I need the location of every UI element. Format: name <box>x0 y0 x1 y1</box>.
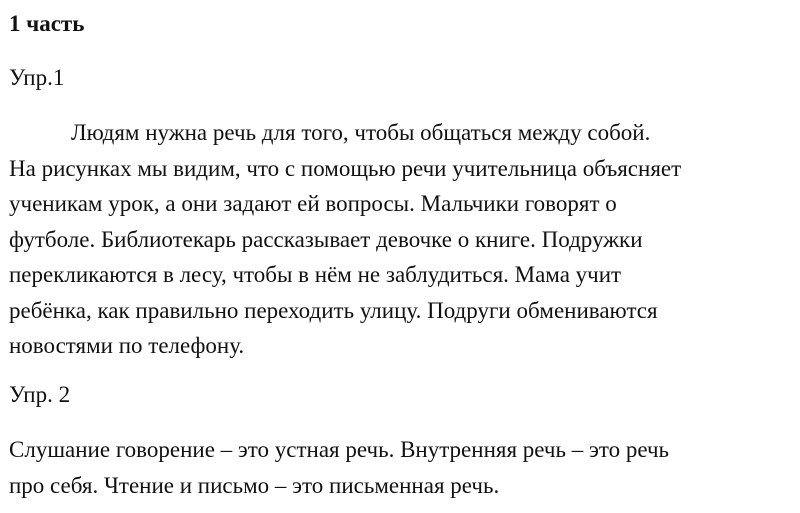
exercise-1-line: футболе. Библиотекарь рассказывает девочке о книге. Подружки <box>9 226 643 252</box>
exercise-2-label: Упр. 2 <box>9 382 71 407</box>
exercise-1-line: Людям нужна речь для того, чтобы общаться между собой. <box>71 120 651 145</box>
exercise-1-line: новостями по телефону. <box>9 333 245 358</box>
exercise-2-line: про себя. Чтение и письмо – это письменная речь. <box>9 472 500 498</box>
exercise-1-label: Упр.1 <box>9 65 65 90</box>
exercise-1-line: ученикам урок, а они задают ей вопросы. Мальчики говорят о <box>9 191 617 216</box>
part-heading: 1 часть <box>9 11 85 36</box>
exercise-1-line: На рисунках мы видим, что с помощью речи учительница объясняет <box>9 155 682 181</box>
exercise-1-text <box>9 115 799 364</box>
exercise-2-text <box>9 432 799 503</box>
exercise-1-line: перекликаются в лесу, чтобы в нём не заблудиться. Мама учит <box>9 262 622 287</box>
exercise-2-line: Слушание говорение – это устная речь. Внутренняя речь – это речь <box>9 437 670 462</box>
exercise-1-line: ребёнка, как правильно переходить улицу. Подруги обмениваются <box>9 297 658 323</box>
